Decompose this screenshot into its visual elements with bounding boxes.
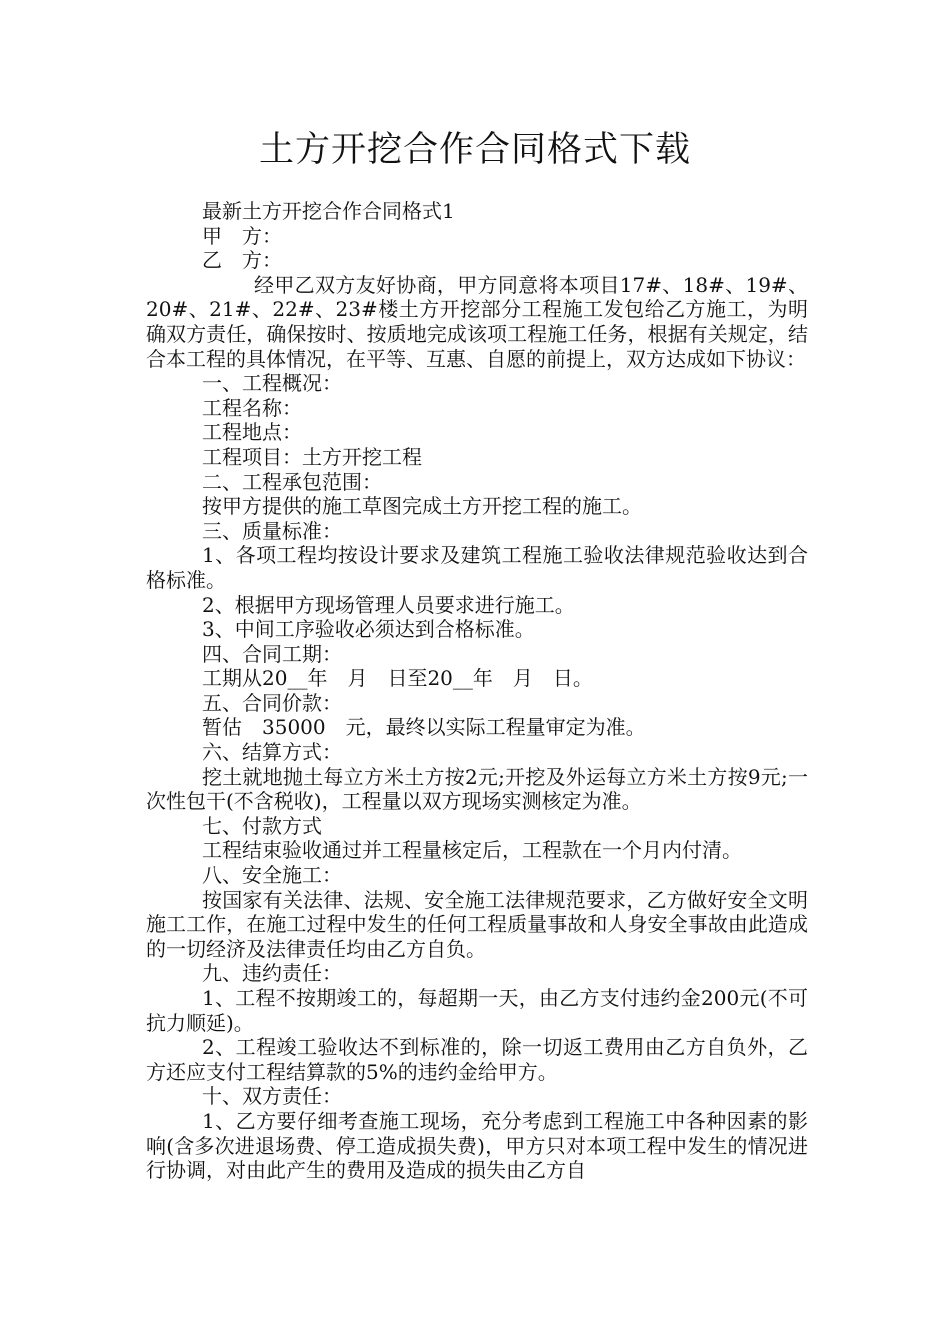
paragraph: 最新土方开挖合作合同格式1 xyxy=(202,199,455,223)
paragraph: 二、工程承包范围： xyxy=(202,469,382,494)
paragraph: 挖土就地抛土每立方米土方按2元;开挖及外运每立方米土方按9元;一次性包干(不含税收)，工程量以双方现场实测核定为准。 xyxy=(146,764,808,814)
paragraph: 乙 方： xyxy=(202,248,282,273)
paragraph: 经甲乙双方友好协商，甲方同意将本项目17#、18#、19#、20#、21#、22#、23#楼土方开挖部分工程施工发包给乙方施工，为明确双方责任，确保按时、按质地完成该项工程施工任务，根据有关规定，结合本工程的具体情况，在平等、互惠、自愿的前提上，双方达成如下协议： xyxy=(146,272,808,371)
paragraph: 工程名称： xyxy=(202,395,302,420)
paragraph: 七、付款方式 xyxy=(202,813,322,838)
paragraph: 1、各项工程均按设计要求及建筑工程施工验收法律规范验收达到合格标准。 xyxy=(146,543,808,592)
paragraph: 六、结算方式： xyxy=(202,740,342,765)
paragraph: 2、工程竣工验收达不到标准的，除一切返工费用由乙方自负外，乙方还应支付工程结算款的5%的违约金给甲方。 xyxy=(146,1035,808,1084)
paragraph: 暂估 35000 元，最终以实际工程量审定为准。 xyxy=(202,715,646,740)
paragraph: 十、双方责任： xyxy=(202,1084,342,1109)
paragraph: 工期从20__年 月 日至20__年 月 日。 xyxy=(202,666,593,691)
paragraph: 1、工程不按期竣工的，每超期一天，由乙方支付违约金200元(不可抗力顺延)。 xyxy=(146,986,808,1035)
paragraph: 八、安全施工： xyxy=(202,863,342,888)
paragraph: 甲 方： xyxy=(202,223,282,248)
paragraph: 按国家有关法律、法规、安全施工法律规范要求，乙方做好安全文明施工工作，在施工过程中发生的任何工程质量事故和人身安全事故由此造成的一切经济及法律责任均由乙方自负。 xyxy=(146,887,808,961)
paragraph: 2、根据甲方现场管理人员要求进行施工。 xyxy=(202,592,575,617)
paragraph: 工程地点： xyxy=(202,420,302,445)
paragraph: 四、合同工期： xyxy=(202,641,342,666)
document-body xyxy=(146,199,808,1183)
document-title: 土方开挖合作合同格式下载 xyxy=(258,130,691,170)
paragraph: 三、质量标准： xyxy=(202,518,342,543)
paragraph: 五、合同价款： xyxy=(202,690,342,715)
paragraph: 一、工程概况： xyxy=(202,371,342,396)
paragraph: 3、中间工序验收必须达到合格标准。 xyxy=(202,617,535,642)
paragraph: 工程项目：土方开挖工程 xyxy=(202,444,422,469)
paragraph: 九、违约责任： xyxy=(202,961,342,986)
paragraph: 工程结束验收通过并工程量核定后，工程款在一个月内付清。 xyxy=(202,838,742,863)
paragraph: 1、乙方要仔细考查施工现场，充分考虑到工程施工中各种因素的影响(含多次进退场费、停工造成损失费)，甲方只对本项工程中发生的情况进行协调，对由此产生的费用及造成的损失由乙方自 xyxy=(146,1108,808,1183)
paragraph: 按甲方提供的施工草图完成土方开挖工程的施工。 xyxy=(202,494,642,519)
